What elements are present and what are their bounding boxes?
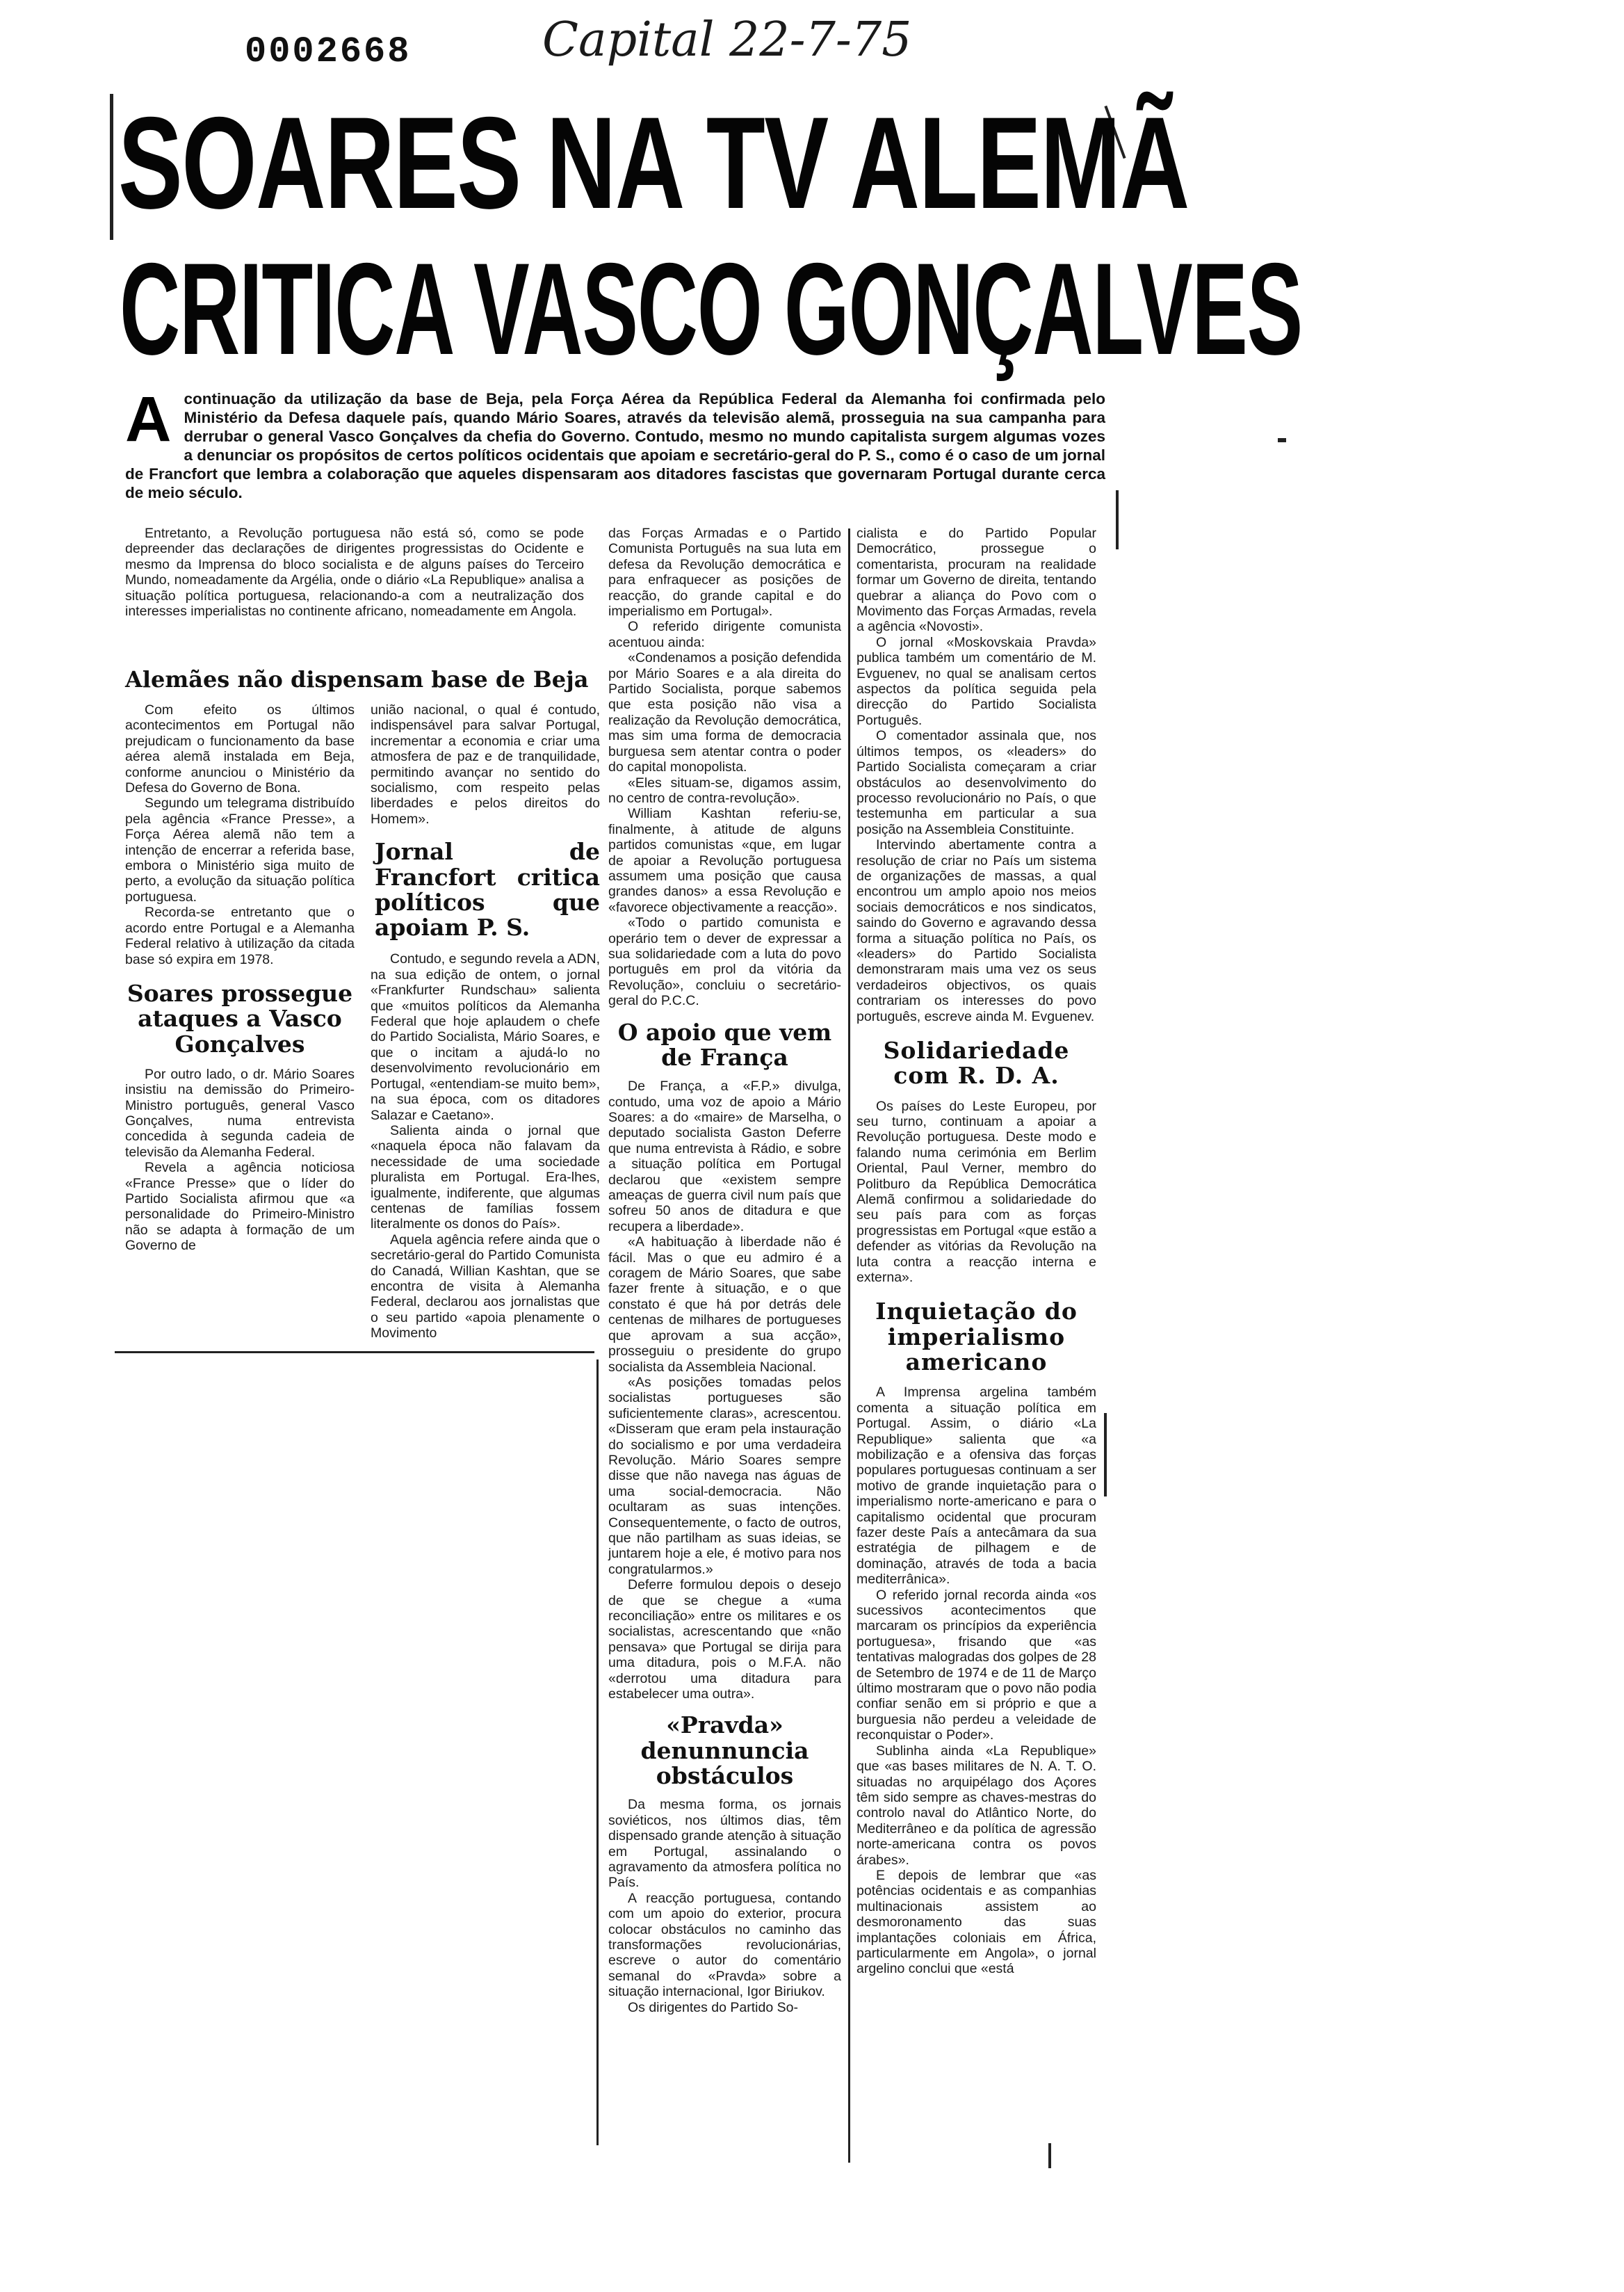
- subhead-apoio-franca: O apoio que vem de França: [617, 1018, 832, 1071]
- body-paragraph: Sublinha ainda «La Republique» que «as bases militares de N. A. T. O. situadas no arquipélago dos Açores têm sido sempre as chaves-mestras do controlo naval do Atlântico Norte, do Mediterrâneo e da política de agressão norte-americana contra os povos árabes».: [856, 1743, 1096, 1868]
- body-paragraph: Segundo um telegrama distribuído pela agência «France Presse», a Força Aérea alemã não tem a intenção de encerrar a referida base, embora o Ministério siga muito de perto, a evolução da situação política portuguesa.: [125, 796, 355, 905]
- body-paragraph: O referido jornal recorda ainda «os sucessivos acontecimentos que marcaram os princípios da experiência portuguesa», frisando que «as tentativas malogradas dos golpes de 28 de Setembro de 1974 e de 11 de Março último mostraram que o povo não podia confiar senão em si próprio e que a burguesia não perdeu a veleidade de reconquistar o Poder».: [856, 1587, 1096, 1743]
- subhead-pravda-denuncia: «Pravda» denunnuncia obstáculos: [640, 1711, 809, 1790]
- column-divider: [848, 528, 850, 2163]
- body-paragraph: «A habituação à liberdade não é fácil. Mas o que eu admiro é a coragem de Mário Soares, que sabe fazer frente à situação, e o que constato é que há por detrás dele centenas de milhares de portugueses que aprovam a sua acção», prosseguiu o presidente do grupo socialista da Assembleia Nacional.: [608, 1234, 841, 1375]
- body-paragraph: «Todo o partido comunista e operário tem o dever de expressar a sua solidariedade com a luta do povo português em prol da vitória da Revolução», concluiu o secretário-geral do P.C.C.: [608, 915, 841, 1009]
- body-paragraph: Contudo, e segundo revela a ADN, na sua edição de ontem, o jornal «Frankfurter Rundschau» salienta que «muitos políticos da Alemanha Federal que hoje aplaudem o chefe do Partido Socialista, Mário Soares, e que o incitam a ajudá-lo no desenvolvimento revolucionário em Portugal, «entendiam-se muito bem», na sua época, com os ditadores Salazar e Caetano».: [371, 951, 600, 1123]
- archive-number-stamp: 0002668: [245, 31, 412, 72]
- body-paragraph: «Eles situam-se, digamos assim, no centro de contra-revolução».: [608, 775, 841, 806]
- body-paragraph: Deferre formulou depois o desejo de que se chegue a «uma reconciliação» entre os militares e os socialistas, acrescentando que «não pensava» que Portugal se dirija para uma ditadura, pois o M.F.A. não «derrotou uma ditadura para estabelecer uma outra».: [608, 1577, 841, 1702]
- body-paragraph: cialista e do Partido Popular Democrático, prossegue o comentarista, procuram na realidade formar um Governo de direita, tentando quebrar a aliança do Povo com o Movimento das Forças Armadas, revela a agência «Novosti».: [856, 526, 1096, 635]
- headline-line-2: CRITICA VASCO GONÇALVES: [120, 236, 1302, 382]
- column-2: [371, 702, 600, 1341]
- subhead-alemaes-base-beja: Alemães não dispensam base de Beja: [125, 666, 589, 693]
- body-paragraph: das Forças Armadas e o Partido Comunista Português na sua luta em defesa da Revolução democrática e para enfraquecer as posições de reacção, do grande capital e do imperialismo em Portugal».: [608, 526, 841, 620]
- subhead-solidariedade-rda: Solidariedade com R. D. A.: [883, 1037, 1070, 1090]
- body-paragraph: E depois de lembrar que «as potências ocidentais e as companhias multinacionais assistem ao desmoronamento das suas implantações coloniais em África, particularmente em Angola», o jornal argelino conclui que «está: [856, 1867, 1096, 1977]
- body-paragraph: união nacional, o qual é contudo, indispensável para salvar Portugal, incrementar a economia e criar uma atmosfera de paz e de tranquilidade, permitindo avançar no sentido do socialismo, com respeito pelas liberdades e pelos direitos do Homem».: [371, 702, 600, 827]
- intro-paragraph: Entretanto, a Revolução portuguesa não está só, como se pode depreender das declarações de dirigentes progressistas do Ocidente e mesmo da Imprensa do bloco socialista e de alguns países do Terceiro Mundo, nomeadamente da Argélia, onde o diário «La Republique» analisa a situação política portuguesa, relacionando-a com a neutralização dos interesses imperialistas no continente africano, nomeadamente em Angola.: [125, 526, 584, 620]
- body-paragraph: Intervindo abertamente contra a resolução de criar no País um sistema de organizações de massas, a qual encontrou um amplo apoio nos meios sociais democráticos e nos sindicatos, saindo do Governo e agravando dessa forma a situação política no País, os «leaders» do Partido Socialista demonstraram mais uma vez os seus verdadeiros objectivos, os quais contrariam os interesses do povo português, escreve ainda M. Evguenev.: [856, 837, 1096, 1024]
- headline-line-1: SOARES NA TV ALEMÃ: [118, 90, 1189, 236]
- margin-mark-col4: [1116, 490, 1119, 549]
- body-paragraph: Salienta ainda o jornal que «naquela época não falavam da necessidade de uma sociedade pluralista em Portugal. Era-lhes, igualmente, indiferente, que algumas centenas de famílias fossem literalmente os donos do País».: [371, 1122, 600, 1232]
- stray-dot: [1278, 438, 1286, 442]
- body-paragraph: A reacção portuguesa, contando com um apoio do exterior, procura colocar obstáculos no caminho das transformações revolucionárias, escreve o autor do comentário semanal do «Pravda» sobre a situação internacional, Igor Biriukov.: [608, 1890, 841, 2000]
- column-3: [608, 526, 841, 2015]
- margin-mark-col4b: [1104, 1413, 1107, 1496]
- lead-dropcap: A: [125, 384, 172, 455]
- body-paragraph: Recorda-se entretanto que o acordo entre Portugal e a Alemanha Federal relativo à utilização da citada base só expira em 1978.: [125, 905, 355, 967]
- body-paragraph: De França, a «F.P.» divulga, contudo, uma voz de apoio a Mário Soares: a do «maire» de Marselha, o deputado socialista Gaston Deferre que numa entrevista à Rádio, e sobre a situação política em Portugal declarou que «existem sempre ameaças de guerra civil num país que sofreu 50 anos de ditadura e que recupera a liberdade».: [608, 1079, 841, 1234]
- subhead-inquietacao-imperialismo: Inquietação do imperialismo americano: [875, 1298, 1078, 1376]
- body-paragraph: Da mesma forma, os jornais soviéticos, nos últimos dias, têm dispensado grande atenção à situação em Portugal, assinalando o agravamento da atmosfera política no País.: [608, 1797, 842, 1891]
- column-4: [856, 526, 1096, 1977]
- column-divider: [115, 1351, 594, 1353]
- subhead-soares-prossegue: Soares prossegue ataques a Vasco Gonçalves: [127, 979, 353, 1058]
- body-paragraph: Revela a agência noticiosa «France Presse» que o líder do Partido Socialista afirmou que «a personalidade do Primeiro-Ministro não se adapta à formação de um Governo de: [125, 1160, 355, 1254]
- column-1: [125, 526, 584, 619]
- margin-mark-left: [110, 94, 113, 240]
- lead-text: continuação da utilização da base de Beja, pela Força Aérea da República Federal da Alemanha foi confirmada pelo Ministério da Defesa daquele país, quando Mário Soares, através da televisão alemã, prosseguia na sua campanha para derrubar o general Vasco Gonçalves da chefia do Governo. Contudo, mesmo no mundo capitalista surgem algumas vozes a denunciar os propósitos de certos políticos ocidentais que apoiam e secretário-geral do P. S., como é o caso de um jornal de Francfort que lembra a colaboração que aqueles dispensaram aos ditadores fascistas que governaram Portugal durante cerca de meio século.: [125, 390, 1105, 501]
- body-paragraph: Aquela agência refere ainda que o secretário-geral do Partido Comunista do Canadá, Willian Kashtan, que se encontra de visita à Alemanha Federal, declarou aos jornalistas que o seu partido «apoia plenamente o Movimento: [371, 1232, 600, 1341]
- body-paragraph: A Imprensa argelina também comenta a situação política em Portugal. Assim, o diário «La Republique» salienta que «a mobilização e a ofensiva das forças populares portuguesas continuam a ser motivo de grande inquietação para o imperialismo norte-americano e para o capitalismo ocidental que procuram fazer deste País a antecâmara da sua estratégia de pilhagem e de dominação, através de toda a bacia mediterrânica».: [856, 1385, 1096, 1588]
- column-divider: [596, 1359, 599, 2145]
- body-paragraph: Com efeito os últimos acontecimentos em Portugal não prejudicam o funcionamento da base aérea alemã instalada em Beja, conforme anunciou o Ministério da Defesa do Governo de Bona.: [125, 702, 355, 796]
- subhead-jornal-francfort: Jornal de Francfort critica políticos que apoiam P. S.: [375, 838, 600, 942]
- body-paragraph: Por outro lado, o dr. Mário Soares insistiu na demissão do Primeiro-Ministro português, general Vasco Gonçalves, numa entrevista concedida à segunda cadeia de televisão da Alemanha Federal.: [125, 1066, 355, 1160]
- handwritten-source-date: Capital 22-7-75: [542, 13, 912, 67]
- body-paragraph: O comentador assinala que, nos últimos tempos, os «leaders» do Partido Socialista começaram a criar obstáculos ao desenvolvimento do processo revolucionário no País, o que testemunha em particular a sua posição na Assembleia Constituinte.: [856, 728, 1096, 837]
- body-paragraph: Os dirigentes do Partido So-: [628, 1999, 798, 2015]
- column-1-lower: [125, 702, 355, 1254]
- margin-mark-bottom: [1048, 2143, 1051, 2168]
- lead-paragraph: [125, 384, 1105, 502]
- body-paragraph: «Condenamos a posição defendida por Mário Soares e a ala direita do Partido Socialista, porque sabemos que esta posição não visa a realização da Revolução democrática, mas sim uma forma de democracia burguesa sem atentar contra o poder do capital monopolista.: [608, 650, 841, 775]
- body-paragraph: Os países do Leste Europeu, por seu turno, continuam a apoiar a Revolução portuguesa. Deste modo e falando numa cerimónia em Berlim Oriental, Paul Verner, membro do Politburo da República Democrática Alemã confirmou a solidariedade do seu país para com as forças progressistas em Portugal «que estão a defender as vitórias da Revolução na luta contra a reacção interna e externa».: [856, 1098, 1096, 1286]
- body-paragraph: William Kashtan referiu-se, finalmente, à atitude de alguns partidos comunistas «que, em lugar de apoiar a Revolução portuguesa assumem uma posição que causa grandes danos» a essa Revolução e «favorece objectivamente a reacção».: [608, 806, 841, 915]
- body-paragraph: O jornal «Moskovskaia Pravda» publica também um comentário de M. Evguenev, no qual se analisam certos aspectos da política seguida pela direcção do Partido Socialista Português.: [856, 634, 1096, 728]
- body-paragraph: «As posições tomadas pelos socialistas portugueses são suficientemente claras», acrescentou. «Disseram que eram pela instauração do socialismo e por uma verdadeira Revolução. Mário Soares sempre disse que não navega nas águas de uma social-democracia. Não ocultaram as suas intenções. Consequentemente, o facto de outros, que não partilham as suas ideias, se juntarem hoje a ele, é motivo para nos congratularmos.»: [608, 1374, 841, 1577]
- body-paragraph: O referido dirigente comunista acentuou ainda:: [608, 619, 841, 650]
